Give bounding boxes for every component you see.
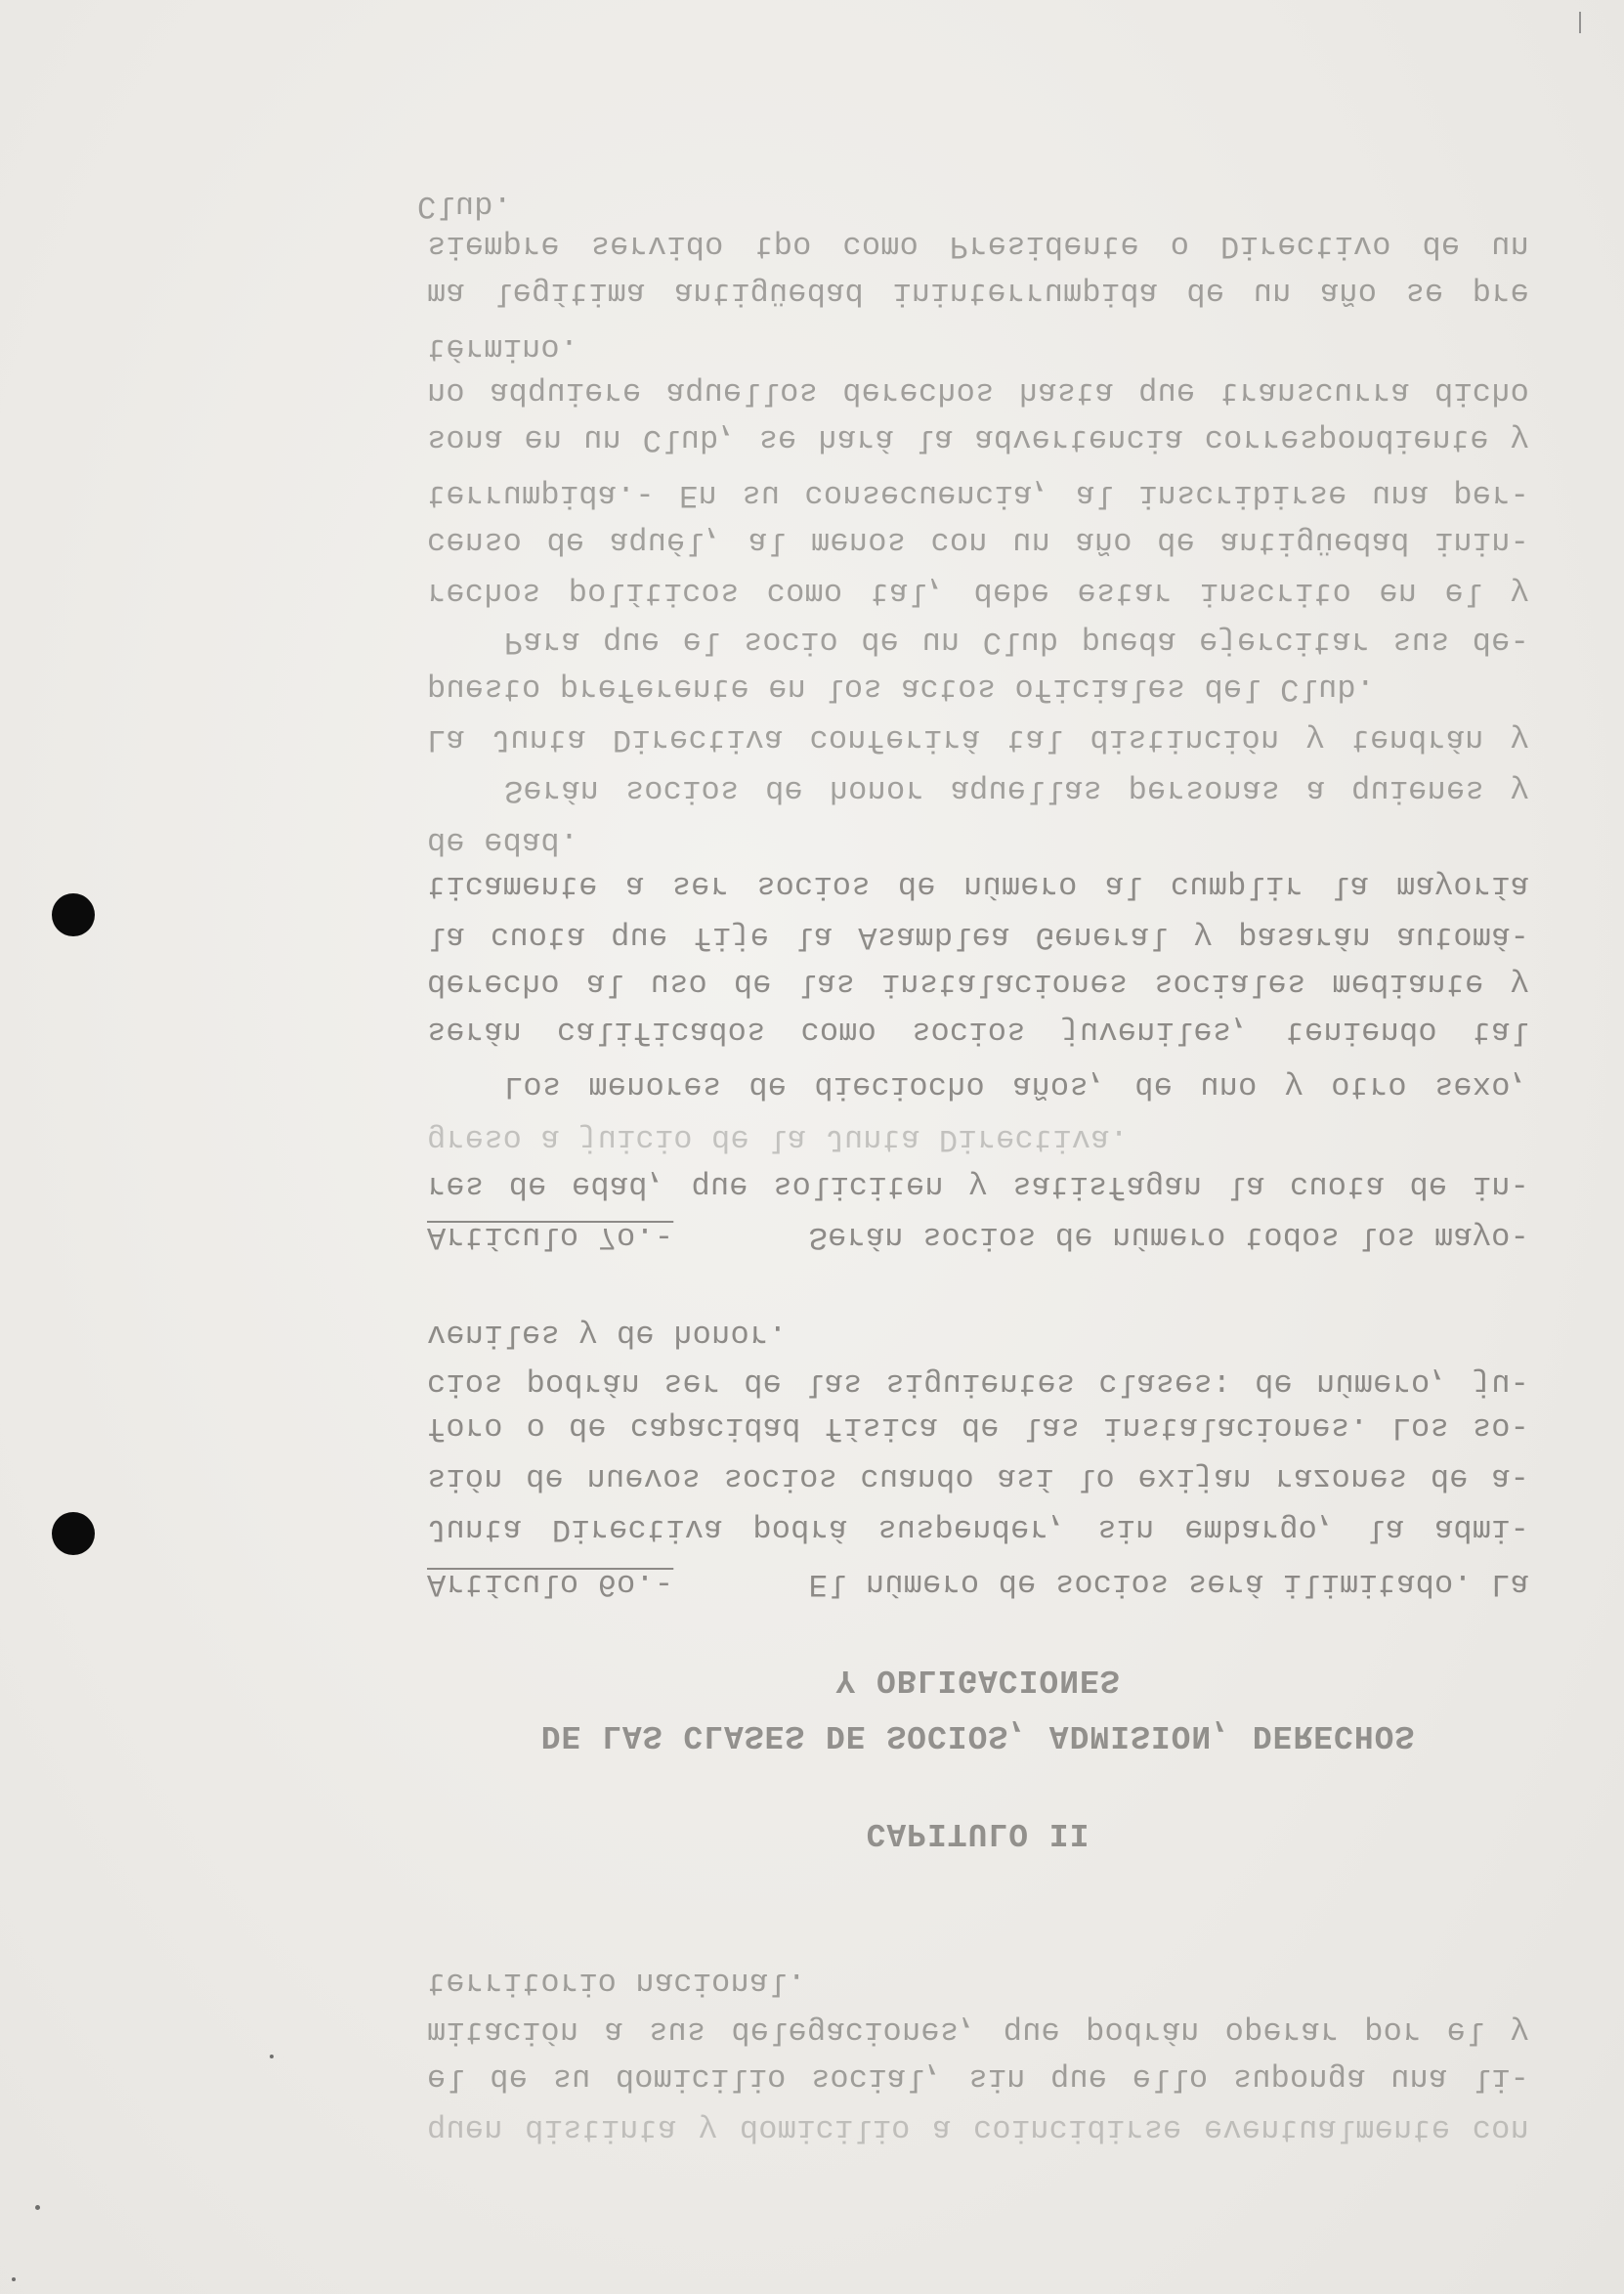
edge-mark bbox=[1579, 12, 1581, 33]
text-line: ticamente a ser socios de número al cumplir la mayoría bbox=[427, 868, 1529, 904]
text-line: greso a juicio de la Junta Directiva. bbox=[427, 1121, 1129, 1157]
text-line: Los menores de dieciocho años, de uno y otro sexo, bbox=[504, 1068, 1529, 1104]
paper-speck bbox=[270, 2055, 274, 2058]
article-label: Artículo 7o.- bbox=[427, 1219, 674, 1255]
text-line: no adquiere aquellos derechos hasta que transcurra dicho bbox=[427, 374, 1529, 411]
text-line: res de edad, que soliciten y satisfagan la cuota de in- bbox=[427, 1168, 1529, 1204]
chapter-title: CAPITULO II bbox=[866, 1815, 1090, 1851]
paper-speck bbox=[12, 2277, 16, 2281]
text-line: mitación a sus delegaciones, que podrán operar por el y bbox=[427, 2013, 1529, 2050]
text-line: el de su domicilio social, sin que ello suponga una li- bbox=[427, 2060, 1529, 2097]
text-line: Para que el socio de un Club pueda ejercitar sus de- bbox=[504, 624, 1529, 660]
text-line: censo de aquél, al menos con un año de antigüedad inin- bbox=[427, 524, 1529, 560]
punch-hole bbox=[52, 893, 95, 936]
text-line: foro o de capacidad física de las instalaciones. Los so- bbox=[427, 1409, 1529, 1446]
text-line: puesto preferente en los actos oficiales del Club. bbox=[427, 671, 1376, 707]
article-text: Serán socios de número todos los mayo- bbox=[808, 1219, 1529, 1255]
article-6-line bbox=[427, 1564, 1529, 1603]
text-line: siempre servido tpo como Presidente o Directivo de un bbox=[427, 228, 1529, 264]
text-line: terrumpida.- En su consecuencia, al inscribirse una per- bbox=[427, 477, 1529, 513]
text-line: territorio nacional. bbox=[427, 1965, 807, 2001]
text-line: Club. bbox=[417, 188, 513, 224]
punch-hole bbox=[52, 1512, 95, 1555]
text-line: de edad. bbox=[427, 824, 579, 860]
text-line: derecho al uso de las instalaciones sociales mediante y bbox=[427, 966, 1529, 1002]
chapter-heading-line-2: DE LAS CLASES DE SOCIOS, ADMISION, DERECHOS bbox=[540, 1717, 1416, 1753]
text-line: veniles y de honor. bbox=[427, 1317, 788, 1353]
text-line: ma legítima antigüedad ininterrumpida de un año se pre bbox=[427, 275, 1529, 311]
text-line: sión de nuevos socios cuando así lo exijan razones de a- bbox=[427, 1460, 1529, 1496]
text-line: serán calificados como socios juveniles, teniendo tal bbox=[427, 1014, 1529, 1050]
text-line: sona en un Club, se hará la advertencia correspondiente y bbox=[427, 421, 1529, 457]
text-line: rechos políticos como tal, debe estar inscrito en el y bbox=[427, 575, 1529, 611]
text-line: Serán socios de honor aquellas personas a quienes y bbox=[504, 772, 1529, 808]
article-7-line bbox=[427, 1217, 1529, 1256]
article-label: Artículo 6o.- bbox=[427, 1566, 674, 1602]
paper-speck bbox=[35, 2205, 40, 2210]
chapter-heading-line-1: Y OBLIGACIONES bbox=[835, 1662, 1121, 1698]
text-line: la cuota que fije la Asamblea General y pasarán automá- bbox=[427, 919, 1529, 955]
text-line: La Junta Directiva conferirá tal distinción y tendrán y bbox=[427, 721, 1529, 757]
text-line: quen distinta y domicilio a coincidirse eventualmente con bbox=[427, 2111, 1529, 2147]
text-line: término. bbox=[427, 330, 579, 367]
article-text: El número de socios será ilimitado. La bbox=[808, 1566, 1529, 1602]
text-line: cios podrán ser de las siguientes clases: de número, ju- bbox=[427, 1365, 1529, 1402]
text-line: Junta Directiva podrá suspender, sin embargo, la admi- bbox=[427, 1511, 1529, 1547]
